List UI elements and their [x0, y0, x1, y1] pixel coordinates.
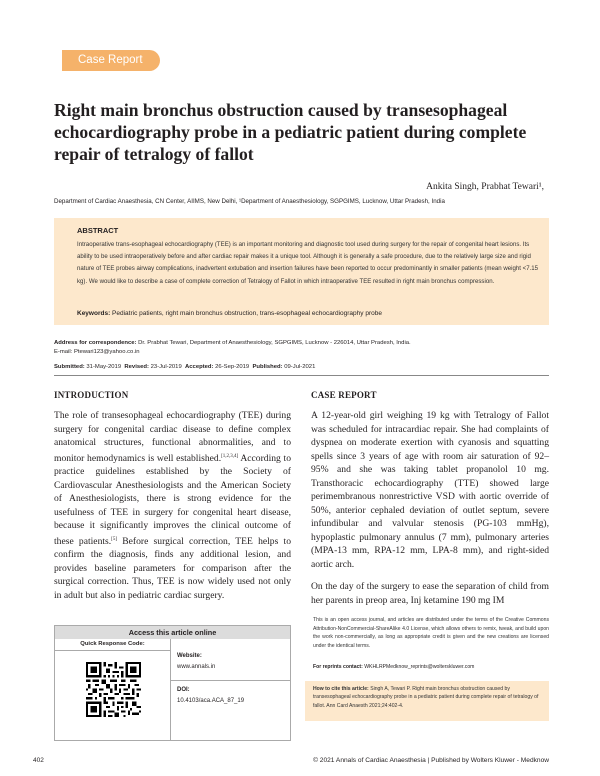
- doi-link[interactable]: 10.4103/aca.ACA_87_19: [177, 698, 245, 704]
- introduction-heading: INTRODUCTION: [54, 390, 129, 400]
- intro-text-a: The role of transesophageal echocardiography (TEE) during surgery for congenital cardiac disease to define complex anatomical structures, functional abnormalities, and to monitor hemodynamics is well established.: [54, 410, 291, 464]
- website-link[interactable]: www.annals.in: [177, 664, 216, 670]
- website-label: Website:: [177, 653, 202, 659]
- article-title: Right main bronchus obstruction caused by transesophageal echocardiography probe in a pediatric patient during complete repair of tetralogy of fallot: [54, 100, 527, 164]
- keywords-label: Keywords:: [77, 310, 111, 317]
- article-links: [171, 639, 290, 740]
- published-label: Published:: [252, 364, 283, 370]
- correspondence-address: Dr. Prabhat Tewari, Department of Anaesthesiology, SGPGIMS, Lucknow - 226014, Uttar Pradesh, India.: [138, 340, 411, 346]
- published-date: 09-Jul-2021: [284, 364, 316, 370]
- reprints-email[interactable]: WKHLRPMedknow_reprints@wolterskluwer.com: [364, 664, 475, 670]
- page-number: 402: [33, 757, 44, 764]
- case-paragraph-2: On the day of the surgery to ease the separation of child from her parents in preop area, Inj ketamine 190 mg IM: [311, 581, 549, 606]
- keywords: [77, 310, 382, 317]
- qr-section: [55, 639, 171, 740]
- accepted-date: 26-Sep-2019: [215, 364, 250, 370]
- access-online-box: [54, 625, 291, 741]
- citation-label: How to cite this article:: [313, 686, 369, 692]
- submitted-label: Submitted:: [54, 364, 85, 370]
- accepted-label: Accepted:: [185, 364, 214, 370]
- article-type-badge: Case Report: [62, 50, 160, 71]
- abstract-body: Intraoperative trans-esophageal echocardiography (TEE) is an important monitoring and diagnostic tool used during surgery for the repair of congenital heart lesions. Its ability to be used intraoperatively before and after cardiac repair makes it a unique tool. Although it is generally a safe procedure, due to the relatively large size and rigid nature of TEE probes airway complications, inadvertent extubation and insertion failures have been reported to occur predominantly in smaller patients (mean weight <7.15 kg). We would like to describe a case of complete correction of Tetralogy of Fallot in which intraoperative TEE resulted in right main bronchus compression.: [77, 241, 539, 285]
- qr-label: Quick Response Code:: [55, 641, 170, 651]
- qr-code-icon[interactable]: [86, 662, 141, 717]
- revised-date: 23-Jul-2019: [150, 364, 182, 370]
- case-report-heading: CASE REPORT: [311, 390, 377, 400]
- article-dates: [54, 364, 315, 370]
- correspondence-label: Address for correspondence:: [54, 340, 137, 346]
- submitted-date: 31-May-2019: [86, 364, 122, 370]
- citation-box: [305, 681, 549, 721]
- correspondence-email[interactable]: E-mail: Ptewari123@yahoo.co.in: [54, 349, 140, 356]
- reprints-label: For reprints contact:: [313, 664, 363, 670]
- affiliations: Department of Cardiac Anaesthesia, CN Center, AIIMS, New Delhi, ¹Department of Anaesthesiology, SGPGIMS, Lucknow, Uttar Pradesh, India: [54, 198, 445, 205]
- citation-text: Singh A, Tewari P. Right main bronchus obstruction caused by transesophageal echocardiography probe in a pediatric patient during complete repair of tetralogy of fallot. Ann Card Anaesth 2021;24:402-4.: [313, 686, 539, 709]
- footer-copyright: © 2021 Annals of Cardiac Anaesthesia | Published by Wolters Kluwer - Medknow: [313, 757, 549, 764]
- doi-label: DOI:: [177, 687, 190, 693]
- license-note: This is an open access journal, and articles are distributed under the terms of the Creative Commons Attribution-NonCommercial-ShareAlike 4.0 License, which allows others to remix, tweak, and build upon the work non-commercially, as long as appropriate credit is given and the new creations are licensed under the identical terms.: [313, 617, 549, 649]
- revised-label: Revised:: [124, 364, 149, 370]
- keywords-text: Pediatric patients, right main bronchus obstruction, trans-esophageal echocardiography probe: [112, 310, 382, 317]
- case-paragraph-1: A 12-year-old girl weighing 19 kg with Tetralogy of Fallot was scheduled for intracardiac repair. She had complaints of dyspnea on moderate exertion with cyanosis and squatting spells since 3 years of age with room air saturation of 92–95% and she was taking tablet propanolol 10 mg. Transthoracic echocardiography (TTE) showed large perimembranous nonrestrictive VSD with aortic override of 50%, anterior cephaled deviation of outlet septum, severe infundibular and valvular stenosis (PG-103 mmHg), hypoplastic pulmonary annulus (7 mm), pulmonary arteries (MPA-13 mm, RPA-12 mm, LPA-8 mm), and right-sided aortic arch.: [311, 410, 549, 570]
- reprints-contact: [313, 664, 474, 670]
- intro-ref-2[interactable]: [5]: [111, 536, 118, 542]
- access-divider: [171, 680, 290, 681]
- intro-text-c: Before surgical correction, TEE helps to confirm the diagnosis, finds any additional lesion, and provides baseline parameters for comparison after the surgical correction. Thus, TEE is now widely used not only in adult but also in pediatric cardiac surgery.: [54, 535, 291, 601]
- intro-ref-1[interactable]: [1,2,3,4]: [221, 453, 239, 459]
- abstract-heading: ABSTRACT: [77, 226, 119, 235]
- divider: [54, 375, 549, 376]
- access-heading: Access this article online: [55, 626, 290, 639]
- abstract-box: [54, 218, 549, 325]
- case-report-text: [311, 409, 549, 607]
- intro-text-b: According to practice guidelines established by the Society of Cardiovascular Anesthesiologists and the American Society of Anesthesiologists, there is strong evidence for the usefulness of TEE in surgery for congenital heart disease, because it significantly improves the clinical outcome of these patients.: [54, 452, 291, 547]
- authors: Ankita Singh, Prabhat Tewari¹,: [426, 182, 544, 192]
- introduction-text: [54, 409, 291, 602]
- correspondence-block: [54, 339, 554, 357]
